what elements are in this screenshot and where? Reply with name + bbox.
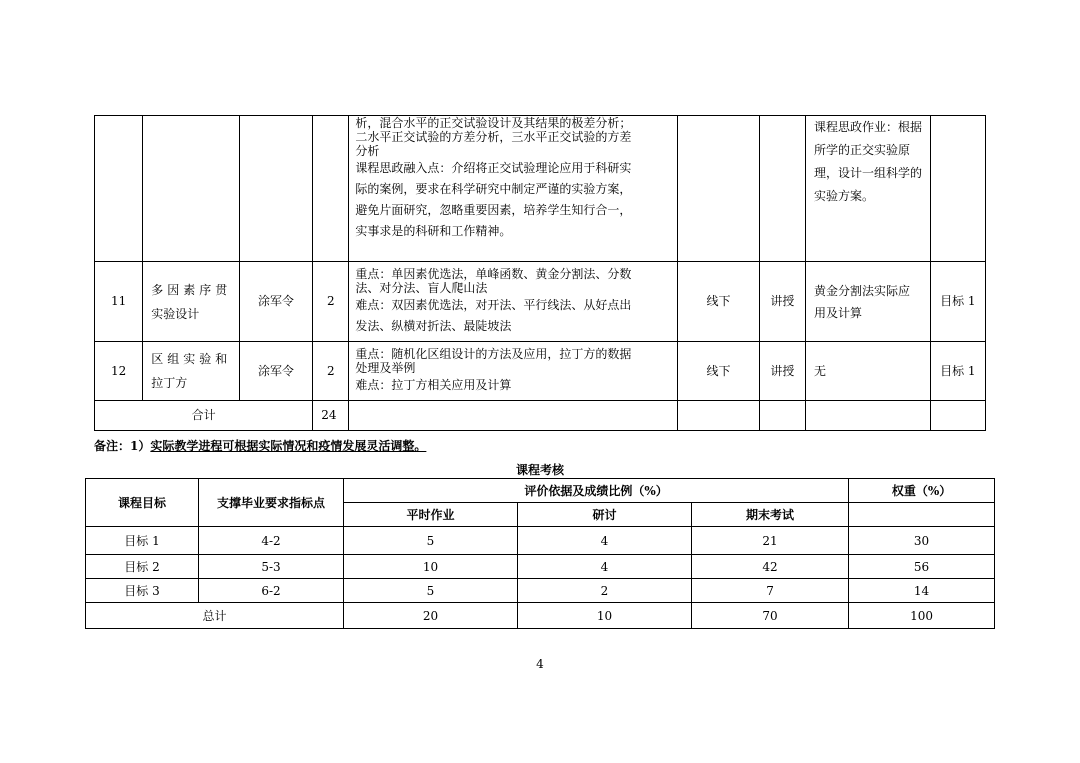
content-line: 处理及举例 [355, 360, 416, 375]
table-row [95, 116, 986, 262]
row-teacher [239, 116, 312, 262]
row-teacher: 涂军令 [239, 262, 312, 342]
topic-line: 多因素序贯 [151, 282, 232, 297]
table-row [95, 342, 986, 401]
homework-line: 所学的正交实验原 [813, 143, 910, 157]
content-line: 发法、纵横对折法、最陡坡法 [355, 318, 512, 333]
empty-cell [805, 401, 930, 431]
discussion-cell: 2 [518, 579, 692, 603]
final-cell: 7 [692, 579, 849, 603]
homework-line: 用及计算 [813, 305, 862, 320]
empty-cell [930, 401, 985, 431]
assessment-title: 课程考核 [515, 463, 564, 477]
row-content [349, 116, 678, 262]
table-row [86, 527, 995, 555]
total-homework: 20 [344, 603, 518, 629]
homework-line: 实验方案。 [813, 189, 874, 203]
row-homework [805, 116, 930, 262]
row-hours: 2 [313, 342, 349, 401]
content-line: 难点：拉丁方相关应用及计算 [355, 377, 512, 392]
row-target [930, 116, 985, 262]
header-homework: 平时作业 [344, 503, 518, 527]
table-row [86, 579, 995, 603]
homework-cell: 5 [344, 579, 518, 603]
total-label: 总计 [86, 603, 344, 629]
topic-line: 区组实验和 [151, 352, 232, 366]
empty-cell [849, 503, 995, 527]
empty-cell [678, 401, 759, 431]
discussion-cell: 4 [518, 555, 692, 579]
row-topic [143, 342, 240, 401]
total-weight: 100 [849, 603, 995, 629]
total-label: 合计 [95, 401, 313, 431]
weight-cell: 30 [849, 527, 995, 555]
content-line: 避免片面研究，忽略重要因素，培养学生知行合一， [355, 203, 632, 217]
goal-cell: 目标 2 [86, 555, 199, 579]
row-content [349, 342, 678, 401]
table-row [95, 262, 986, 342]
goal-cell: 目标 1 [86, 527, 199, 555]
content-line: 课程思政融入点：介绍将正交试验理论应用于科研实 [355, 161, 632, 175]
row-topic [143, 116, 240, 262]
content-line: 难点：双因素优选法，对开法、平行线法、从好点出 [355, 297, 632, 312]
goal-cell: 目标 3 [86, 579, 199, 603]
total-final: 70 [692, 603, 849, 629]
page-number: 4 [536, 657, 544, 671]
row-method: 讲授 [759, 262, 805, 342]
topic-line: 实验设计 [151, 306, 200, 321]
weight-cell: 56 [849, 555, 995, 579]
row-number: 11 [95, 262, 143, 342]
row-topic [143, 262, 240, 342]
row-mode [678, 116, 759, 262]
total-hours: 24 [313, 401, 349, 431]
row-target: 目标 1 [930, 342, 985, 401]
header-goal: 课程目标 [86, 479, 199, 527]
homework-cell: 10 [344, 555, 518, 579]
homework-line: 黄金分割法实际应 [813, 283, 910, 298]
final-cell: 21 [692, 527, 849, 555]
row-number [95, 116, 143, 262]
homework-line: 理，设计一组科学的 [813, 166, 922, 180]
note-text: 实际教学进程可根据实际情况和疫情发展灵活调整。 [150, 439, 427, 453]
homework-line: 无 [813, 363, 826, 378]
row-teacher: 涂军令 [239, 342, 312, 401]
row-mode: 线下 [678, 342, 759, 401]
header-row [86, 479, 995, 503]
content-line: 际的案例，要求在科学研究中制定严谨的实验方案， [355, 182, 632, 196]
row-homework [805, 262, 930, 342]
homework-line: 课程思政作业：根据 [813, 120, 922, 134]
row-number: 12 [95, 342, 143, 401]
content-line: 重点：随机化区组设计的方法及应用，拉丁方的数据 [355, 346, 632, 361]
row-hours [313, 116, 349, 262]
row-target: 目标 1 [930, 262, 985, 342]
indicator-cell: 5-3 [199, 555, 344, 579]
final-cell: 42 [692, 555, 849, 579]
note-prefix: 备注：1） [94, 439, 151, 453]
indicator-cell: 6-2 [199, 579, 344, 603]
table-row [86, 555, 995, 579]
weight-cell: 14 [849, 579, 995, 603]
content-line: 分析 [355, 144, 380, 158]
row-homework [805, 342, 930, 401]
row-hours: 2 [313, 262, 349, 342]
empty-cell [349, 401, 678, 431]
content-line: 二水平正交试验的方差分析，三水平正交试验的方差 [355, 130, 632, 144]
row-method [759, 116, 805, 262]
header-discussion: 研讨 [518, 503, 692, 527]
content-line: 法、对分法、盲人爬山法 [355, 280, 488, 295]
note [94, 437, 426, 454]
indicator-cell: 4-2 [199, 527, 344, 555]
header-weight: 权重（%） [849, 479, 995, 503]
total-row [86, 603, 995, 629]
row-mode: 线下 [678, 262, 759, 342]
header-indicator: 支撑毕业要求指标点 [199, 479, 344, 527]
row-content [349, 262, 678, 342]
row-method: 讲授 [759, 342, 805, 401]
assessment-table [85, 478, 995, 629]
topic-line: 拉丁方 [151, 376, 188, 390]
empty-cell [759, 401, 805, 431]
header-final: 期末考试 [692, 503, 849, 527]
discussion-cell: 4 [518, 527, 692, 555]
schedule-table [94, 115, 986, 431]
content-line: 析，混合水平的正交试验设计及其结果的极差分析； [355, 116, 632, 130]
content-line: 实事求是的科研和工作精神。 [355, 224, 512, 238]
total-discussion: 10 [518, 603, 692, 629]
header-basis: 评价依据及成绩比例（%） [344, 479, 849, 503]
total-row [95, 401, 986, 431]
homework-cell: 5 [344, 527, 518, 555]
content-line: 重点：单因素优选法，单峰函数、黄金分割法、分数 [355, 266, 632, 281]
